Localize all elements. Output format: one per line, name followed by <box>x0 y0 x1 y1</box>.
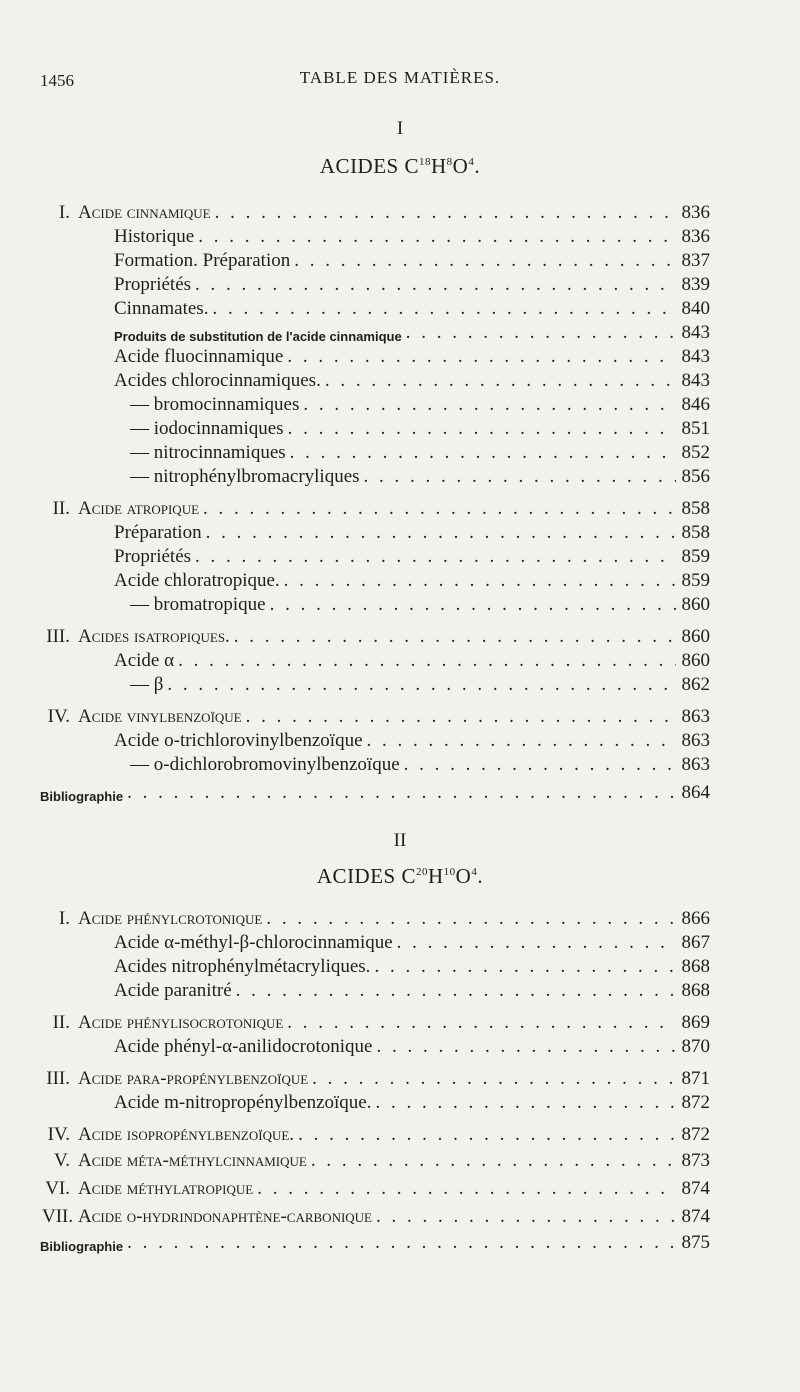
toc-entry: Acide m-nitropropénylbenzoïque. . . . 872 <box>114 1088 710 1114</box>
toc-entry: I. Acide cinnamique . . . 836 <box>42 198 710 224</box>
page-number: 1456 <box>40 71 74 90</box>
section-number: I <box>396 118 404 139</box>
toc-entry: VI. Acide méthylatropique . . . 874 <box>42 1174 710 1200</box>
toc-entry: Bibliographie . . . 875 <box>40 1228 710 1254</box>
toc-entry: Acide o-trichlorovinylbenzoïque . . . 863 <box>114 726 710 752</box>
section-title: ACIDES $C^{18}H^8O^4$. <box>319 154 481 178</box>
toc-entry: II. Acide phénylisocrotonique . . . 869 <box>42 1008 710 1034</box>
toc-entry: Acide fluocinnamique . . . 843 <box>114 342 710 368</box>
section-title: ACIDES $C^{20}H^{10}O^4$. <box>316 864 484 888</box>
toc-entry: VII. Acide o-hydrindonaphtène-carbonique . . . 874 <box>42 1202 710 1228</box>
toc-entry: V. Acide méta-méthylcinnamique . . . 873 <box>42 1146 710 1172</box>
running-head: TABLE DES MATIÈRES. <box>299 68 501 87</box>
toc-entry: IV. Acide vinylbenzoïque . . . 863 <box>42 702 710 728</box>
toc-entry: Historique . . . 836 <box>114 222 710 248</box>
toc-entry: Formation. Préparation . . . 837 <box>114 246 710 272</box>
toc-entry: Produits de substitution de l'acide cinnamique . . . 843 <box>114 318 710 344</box>
toc-entry: Acide α-méthyl-β-chlorocinnamique . . . 867 <box>114 928 710 954</box>
toc-entry: — β . . . 862 <box>130 670 710 696</box>
toc-entry: Acides chlorocinnamiques. . . . 843 <box>114 366 710 392</box>
toc-entry: Bibliographie . . . 864 <box>40 778 710 804</box>
toc-entry: — bromocinnamiques . . . 846 <box>130 390 710 416</box>
toc-entry: III. Acides isatropiques. . . . 860 <box>42 622 710 648</box>
toc-entry: — nitrocinnamiques . . . 852 <box>130 438 710 464</box>
toc-entry: I. Acide phénylcrotonique . . . 866 <box>42 904 710 930</box>
toc-entry: II. Acide atropique . . . 858 <box>42 494 710 520</box>
toc-entry: — iodocinnamiques . . . 851 <box>130 414 710 440</box>
toc-entry: Cinnamates. . . . 840 <box>114 294 710 320</box>
toc-entry: — bromatropique . . . 860 <box>130 590 710 616</box>
toc-entry: III. Acide para-propénylbenzoïque . . . 871 <box>42 1064 710 1090</box>
toc-entry: Acides nitrophénylmétacryliques. . . . 868 <box>114 952 710 978</box>
toc-entry: Acide paranitré . . . 868 <box>114 976 710 1002</box>
toc-entry: — nitrophénylbromacryliques . . . 856 <box>130 462 710 488</box>
toc-entry: Acide α . . . 860 <box>114 646 710 672</box>
section-number: II <box>393 830 407 851</box>
toc-entry: IV. Acide isopropénylbenzoïque. . . . 872 <box>42 1120 710 1146</box>
toc-entry: — o-dichlorobromovinylbenzoïque . . . 863 <box>130 750 710 776</box>
toc-entry: Acide phényl-α-anilidocrotonique . . . 870 <box>114 1032 710 1058</box>
toc-entry: Acide chloratropique. . . . 859 <box>114 566 710 592</box>
toc-entry: Préparation . . . 858 <box>114 518 710 544</box>
toc-entry: Propriétés . . . 859 <box>114 542 710 568</box>
toc-entry: Propriétés . . . 839 <box>114 270 710 296</box>
